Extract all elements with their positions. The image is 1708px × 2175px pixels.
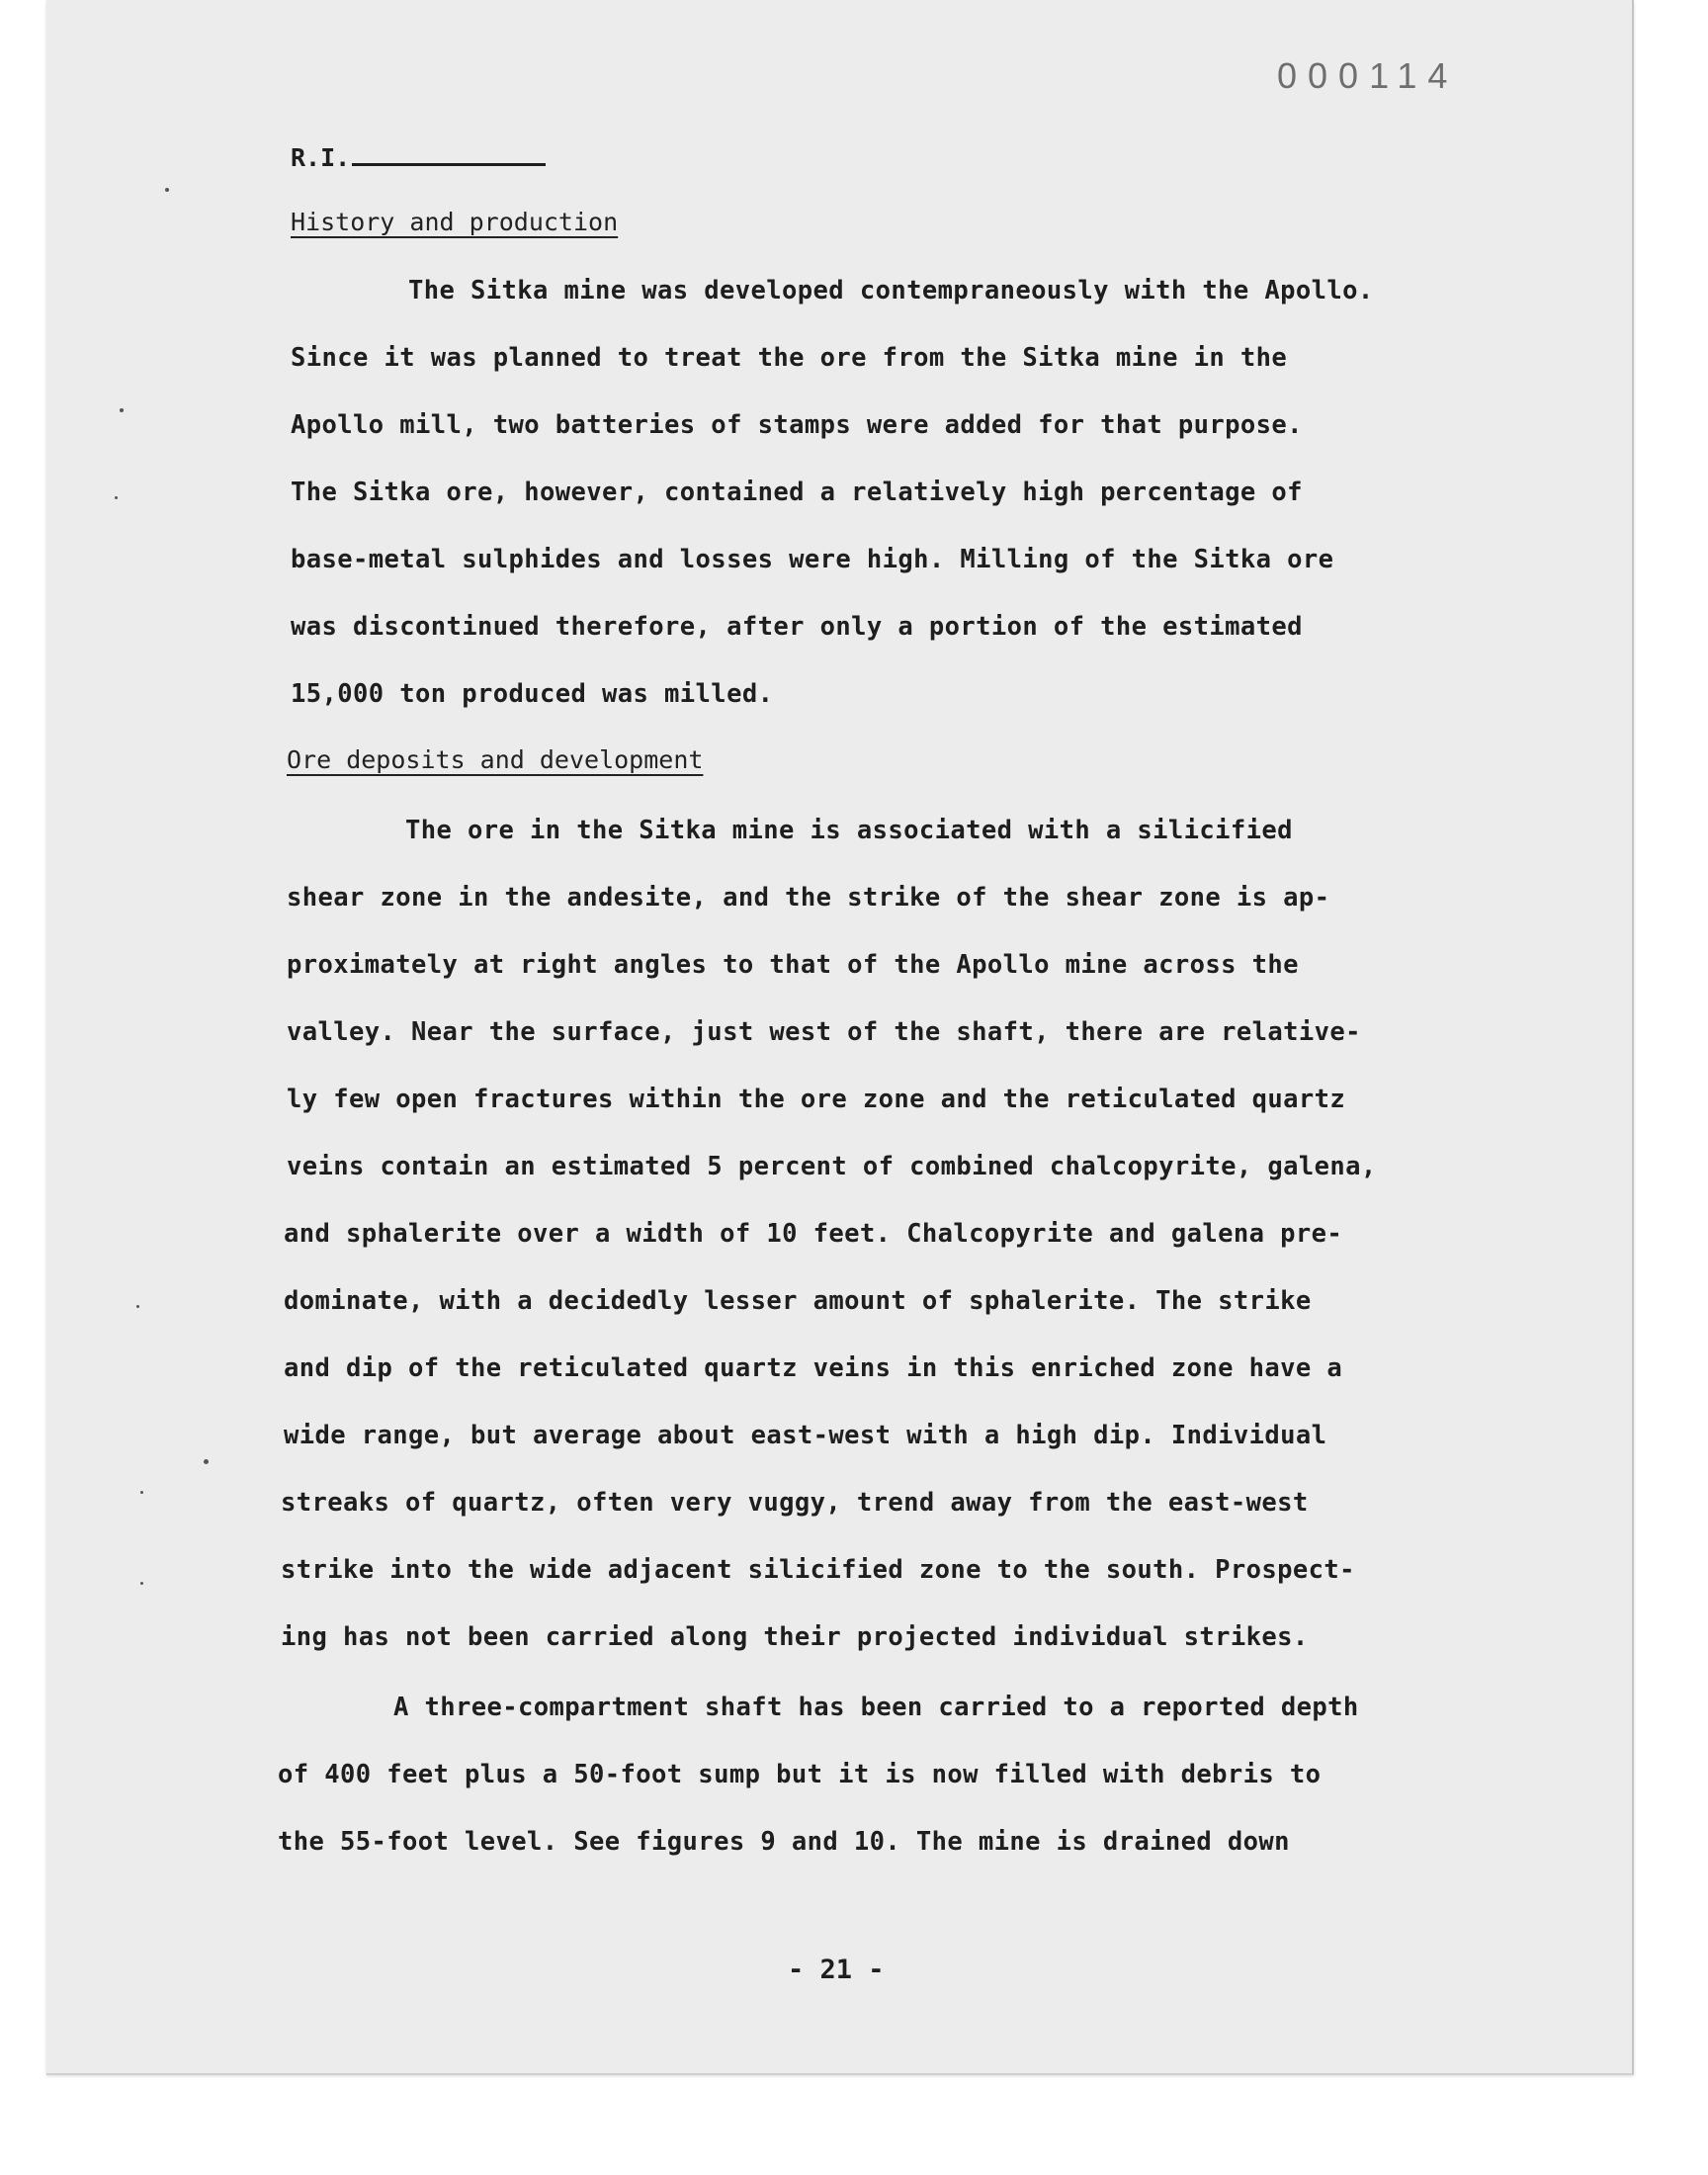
ore-deposits-line: streaks of quartz, often very vuggy, trend away from the east-west [281,1488,1309,1518]
scan-speck [204,1459,209,1464]
scan-speck [165,188,169,192]
history-line: Apollo mill, two batteries of stamps were added for that purpose. [291,410,1303,440]
history-line: Since it was planned to treat the ore from the Sitka mine in the [291,343,1288,373]
ore-deposits-line: ly few open fractures within the ore zone and the reticulated quartz [287,1085,1346,1114]
section-heading-ore-deposits: Ore deposits and development [287,745,704,774]
section-heading-history: History and production [291,208,619,236]
report-number-blank [352,163,546,166]
document-stamp-number: 000114 [1277,55,1459,96]
ore-deposits-line: and dip of the reticulated quartz veins in this enriched zone have a [284,1353,1343,1383]
history-line: The Sitka ore, however, contained a relatively high percentage of [291,478,1303,507]
ore-deposits-line: valley. Near the surface, just west of the shaft, there are relative- [287,1017,1361,1047]
ore-deposits-line: The ore in the Sitka mine is associated with a silicified [405,816,1293,845]
ore-deposits-line: dominate, with a decidedly lesser amount of sphalerite. The strike [284,1286,1312,1316]
scan-speck [140,1491,143,1494]
history-line: was discontinued therefore, after only a portion of the estimated [291,612,1303,642]
ore-deposits-line: A three-compartment shaft has been carried to a reported depth [393,1693,1359,1722]
ore-deposits-line: proximately at right angles to that of the Apollo mine across the [287,950,1299,980]
ore-deposits-line: strike into the wide adjacent silicified zone to the south. Prospect- [281,1555,1355,1585]
page-number: - 21 - [788,1955,885,1985]
history-line: The Sitka mine was developed contempraneously with the Apollo. [408,276,1374,305]
scan-speck [120,408,124,412]
ore-deposits-line: of 400 feet plus a 50-foot sump but it is now filled with debris to [278,1760,1322,1789]
scan-speck [140,1582,143,1585]
ore-deposits-line: ing has not been carried along their projected individual strikes. [281,1622,1309,1652]
ore-deposits-line: and sphalerite over a width of 10 feet. Chalcopyrite and galena pre- [284,1219,1343,1249]
ore-deposits-line: shear zone in the andesite, and the strike of the shear zone is ap- [287,883,1330,913]
scan-speck [115,496,118,499]
history-line: 15,000 ton produced was milled. [291,679,774,709]
scan-speck [136,1305,139,1308]
report-number-label: R.I. [291,143,351,172]
history-line: base-metal sulphides and losses were high. Milling of the Sitka ore [291,545,1334,574]
ore-deposits-line: the 55-foot level. See figures 9 and 10. The mine is drained down [278,1827,1290,1857]
ore-deposits-line: veins contain an estimated 5 percent of combined chalcopyrite, galena, [287,1152,1377,1181]
report-number-field [291,143,546,172]
ore-deposits-line: wide range, but average about east-west with a high dip. Individual [284,1421,1327,1450]
